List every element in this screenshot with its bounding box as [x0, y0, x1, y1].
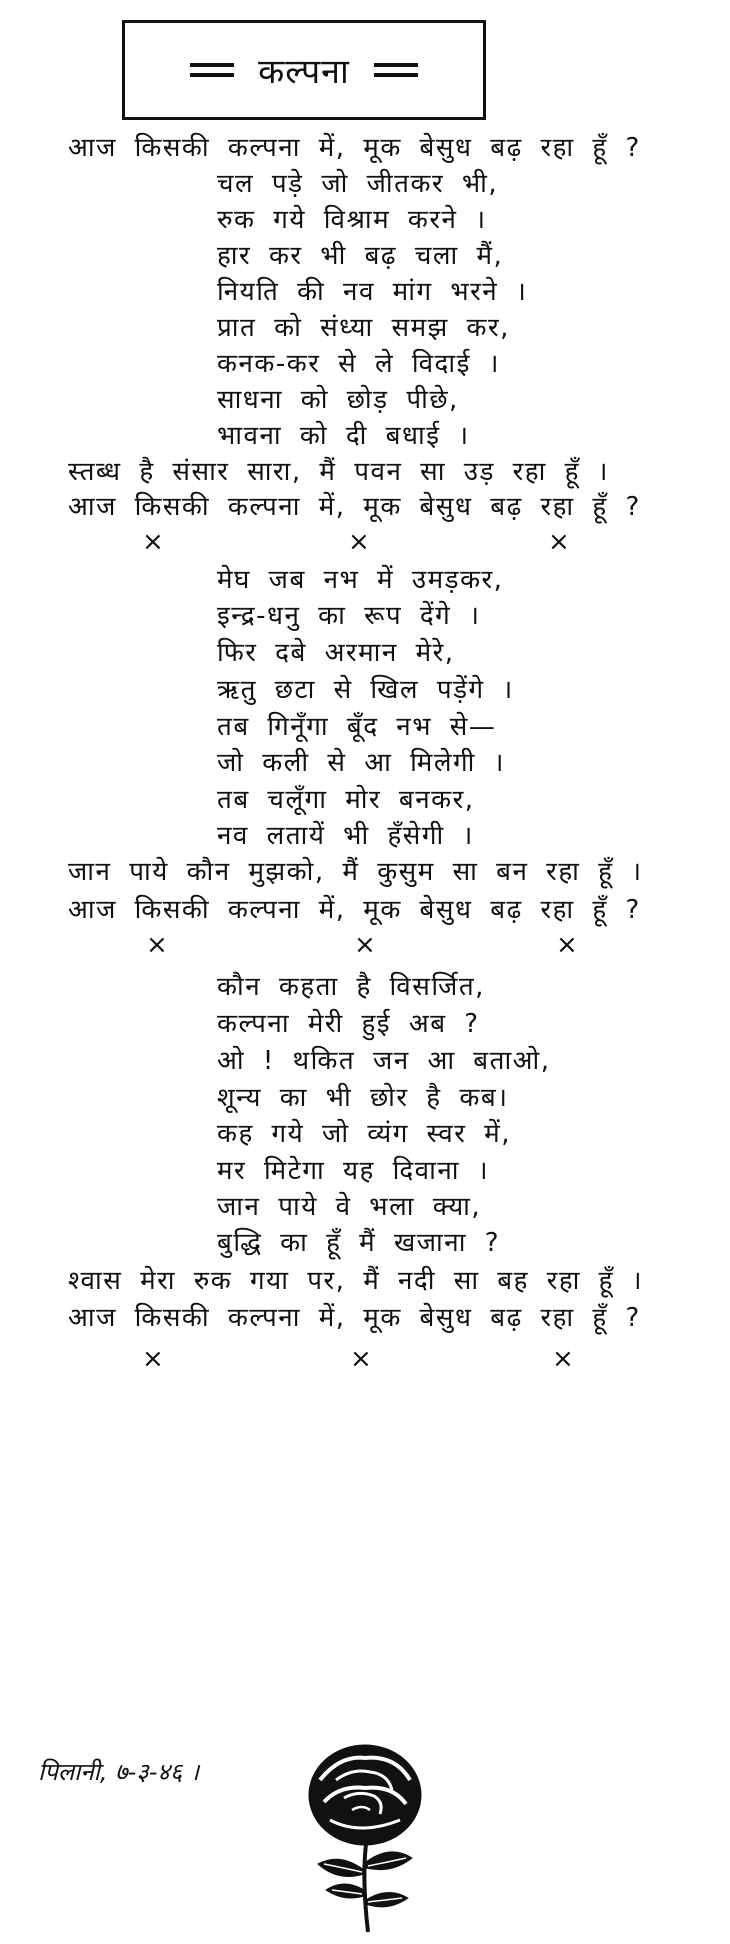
stanza-3-verse-5: कह गये जो व्यंग स्वर में,: [217, 1119, 511, 1149]
separator-2-mark-2: ×: [354, 930, 376, 960]
stanza-1-verse-7: साधना को छोड़ पीछे,: [217, 385, 459, 415]
stanza-3-verse-1: कौन कहता है विसर्जित,: [217, 972, 485, 1002]
stanza-1-verse-1: चल पड़े जो जीतकर भी,: [217, 169, 499, 199]
separator-1-mark-1: ×: [142, 527, 164, 557]
stanza-3-verse-3: ओ ! थकित जन आ बताओ,: [217, 1046, 551, 1076]
stanza-1-verse-5: प्रात को संध्या समझ कर,: [217, 313, 510, 343]
separator-1-mark-3: ×: [548, 527, 570, 557]
stanza-3-verse-8: बुद्धि का हूँ मैं खजाना ?: [217, 1228, 500, 1258]
stanza-3-refrain: आज किसकी कल्पना में, मूक बेसुध बढ़ रहा हूँ ?: [68, 1303, 641, 1333]
stanza-2-refrain: आज किसकी कल्पना में, मूक बेसुध बढ़ रहा हूँ ?: [68, 895, 641, 925]
separator-3-mark-2: ×: [350, 1344, 372, 1374]
stanza-2-verse-8: नव लतायें भी हँसेगी ।: [217, 821, 474, 851]
title-ornament-right: [374, 63, 418, 77]
rose-flower: [309, 1745, 421, 1845]
place-date: पिलानी, ७-३-४६ ।: [38, 1758, 200, 1786]
stanza-2-verse-2: इन्द्र-धनु का रूप देंगे ।: [217, 601, 481, 631]
stanza-2-verse-7: तब चलूँगा मोर बनकर,: [217, 785, 475, 815]
stanza-2-verse-5: तब गिनूँगा बूँद नभ से—: [217, 712, 497, 742]
stanza-1-verse-4: नियति की नव मांग भरने ।: [217, 277, 528, 307]
stanza-3-verse-2: कल्पना मेरी हुई अब ?: [217, 1009, 480, 1039]
stanza-3-closing: श्वास मेरा रुक गया पर, मैं नदी सा बह रहा हूँ ।: [68, 1266, 644, 1296]
stanza-1-opening: आज किसकी कल्पना में, मूक बेसुध बढ़ रहा हूँ ?: [68, 133, 641, 163]
stanza-2-verse-1: मेघ जब नभ में उमड़कर,: [217, 565, 504, 595]
separator-2-mark-3: ×: [556, 930, 578, 960]
title-box: [122, 20, 486, 120]
poem-title: कल्पना: [258, 52, 350, 92]
stanza-1-verse-8: भावना को दी बधाई ।: [217, 421, 470, 451]
stanza-2-verse-4: ऋतु छटा से खिल पड़ेंगे ।: [217, 675, 514, 705]
rose-stem: [364, 1844, 368, 1932]
stanza-1-verse-2: रुक गये विश्राम करने ।: [217, 205, 487, 235]
separator-2-mark-1: ×: [146, 930, 168, 960]
stanza-1-refrain: आज किसकी कल्पना में, मूक बेसुध बढ़ रहा हूँ ?: [68, 492, 641, 522]
stanza-1-verse-6: कनक-कर से ले विदाई ।: [217, 349, 500, 379]
separator-3-mark-3: ×: [552, 1344, 574, 1374]
stanza-1-verse-3: हार कर भी बढ़ चला मैं,: [217, 241, 504, 271]
stanza-2-verse-3: फिर दबे अरमान मेरे,: [217, 638, 455, 668]
stanza-3-verse-7: जान पाये वे भला क्या,: [217, 1192, 482, 1222]
title-ornament-left: [190, 63, 234, 77]
stanza-2-closing: जान पाये कौन मुझको, मैं कुसुम सा बन रहा हूँ ।: [68, 857, 643, 887]
stanza-1-closing: स्तब्ध है संसार सारा, मैं पवन सा उड़ रहा हूँ ।: [68, 457, 610, 487]
stanza-3-verse-6: मर मिटेगा यह दिवाना ।: [217, 1156, 490, 1186]
stanza-3-verse-4: शून्य का भी छोर है कब।: [217, 1083, 509, 1113]
separator-1-mark-2: ×: [348, 527, 370, 557]
separator-3-mark-1: ×: [142, 1344, 164, 1374]
rose-illustration: [300, 1740, 430, 1935]
stanza-2-verse-6: जो कली से आ मिलेगी ।: [217, 748, 505, 778]
